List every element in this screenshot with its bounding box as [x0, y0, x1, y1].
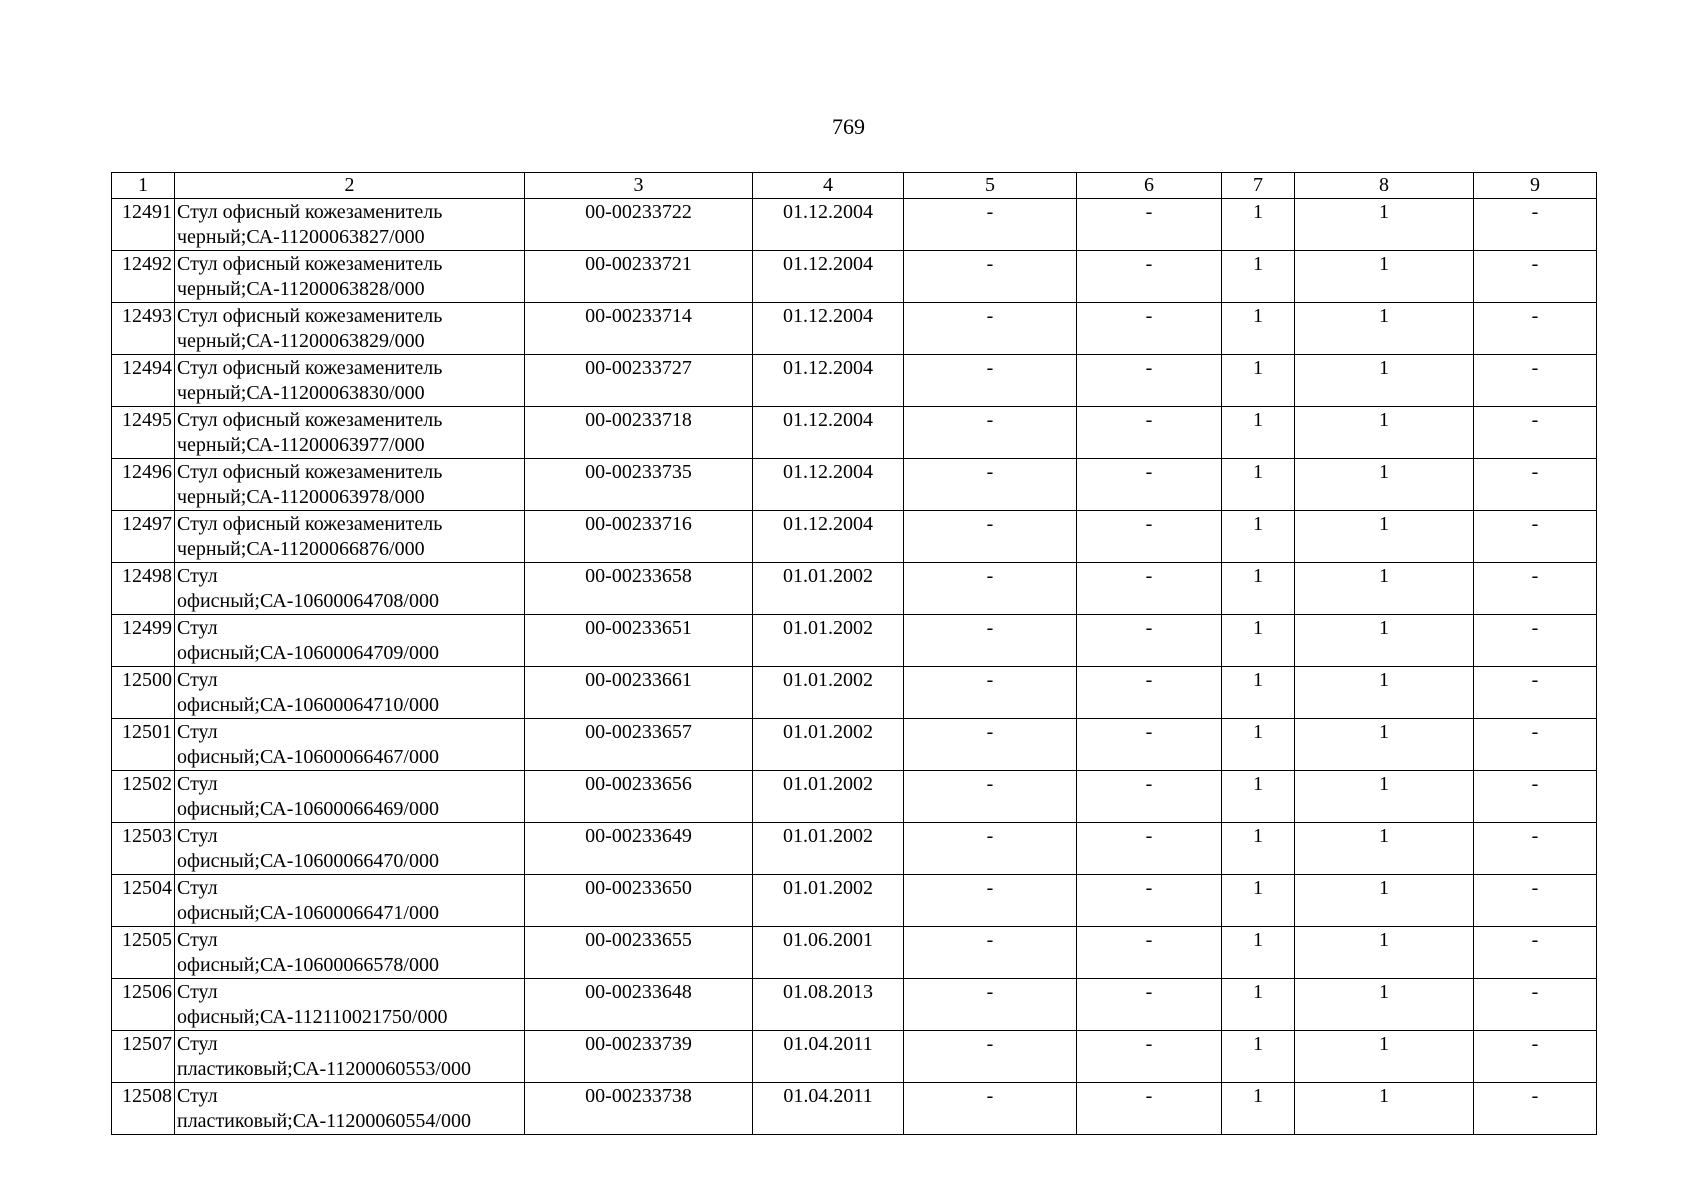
- cell-num: 12504: [112, 875, 175, 927]
- cell-5: -: [904, 251, 1077, 303]
- cell-7: 1: [1222, 563, 1295, 615]
- cell-date: 01.08.2013: [753, 979, 904, 1031]
- cell-9: -: [1474, 355, 1597, 407]
- cell-5: -: [904, 199, 1077, 251]
- cell-8: 1: [1295, 719, 1474, 771]
- cell-7: 1: [1222, 875, 1295, 927]
- cell-num: 12503: [112, 823, 175, 875]
- cell-inventory: 00-00233738: [525, 1083, 753, 1135]
- cell-date: 01.12.2004: [753, 459, 904, 511]
- cell-8: 1: [1295, 771, 1474, 823]
- cell-inventory: 00-00233648: [525, 979, 753, 1031]
- cell-9: -: [1474, 251, 1597, 303]
- header-cell-3: 3: [525, 173, 753, 199]
- cell-6: -: [1077, 927, 1222, 979]
- header-cell-7: 7: [1222, 173, 1295, 199]
- table-row: [112, 511, 1597, 563]
- cell-5: -: [904, 563, 1077, 615]
- cell-8: 1: [1295, 1083, 1474, 1135]
- cell-6: -: [1077, 667, 1222, 719]
- cell-num: 12498: [112, 563, 175, 615]
- cell-date: 01.01.2002: [753, 615, 904, 667]
- cell-num: 12493: [112, 303, 175, 355]
- table-row: [112, 667, 1597, 719]
- cell-9: -: [1474, 927, 1597, 979]
- cell-name: Стул офисный кожезаменитель черный;СА-11200063828/000: [175, 251, 525, 303]
- cell-name: Стул пластиковый;СА-11200060554/000: [175, 1083, 525, 1135]
- cell-6: -: [1077, 563, 1222, 615]
- cell-name: Стул офисный кожезаменитель черный;СА-11200063978/000: [175, 459, 525, 511]
- cell-date: 01.12.2004: [753, 303, 904, 355]
- cell-num: 12491: [112, 199, 175, 251]
- cell-7: 1: [1222, 251, 1295, 303]
- table-row: [112, 1031, 1597, 1083]
- cell-5: -: [904, 823, 1077, 875]
- cell-7: 1: [1222, 407, 1295, 459]
- cell-9: -: [1474, 719, 1597, 771]
- table-row: [112, 719, 1597, 771]
- cell-name: Стул офисный кожезаменитель черный;СА-11200063829/000: [175, 303, 525, 355]
- table-row: [112, 251, 1597, 303]
- table-row: [112, 199, 1597, 251]
- cell-5: -: [904, 1083, 1077, 1135]
- cell-num: 12497: [112, 511, 175, 563]
- cell-8: 1: [1295, 823, 1474, 875]
- cell-7: 1: [1222, 355, 1295, 407]
- cell-6: -: [1077, 1083, 1222, 1135]
- registry-table: [111, 172, 1597, 1135]
- cell-7: 1: [1222, 719, 1295, 771]
- table-header: [112, 173, 1597, 199]
- cell-7: 1: [1222, 511, 1295, 563]
- cell-9: -: [1474, 459, 1597, 511]
- table-row: [112, 355, 1597, 407]
- cell-num: 12501: [112, 719, 175, 771]
- header-cell-8: 8: [1295, 173, 1474, 199]
- cell-num: 12492: [112, 251, 175, 303]
- cell-8: 1: [1295, 511, 1474, 563]
- table-row: [112, 927, 1597, 979]
- cell-7: 1: [1222, 927, 1295, 979]
- cell-8: 1: [1295, 1031, 1474, 1083]
- cell-5: -: [904, 771, 1077, 823]
- cell-6: -: [1077, 1031, 1222, 1083]
- cell-8: 1: [1295, 563, 1474, 615]
- cell-date: 01.12.2004: [753, 407, 904, 459]
- header-row: [112, 173, 1597, 199]
- cell-date: 01.01.2002: [753, 823, 904, 875]
- cell-6: -: [1077, 719, 1222, 771]
- cell-8: 1: [1295, 667, 1474, 719]
- cell-inventory: 00-00233718: [525, 407, 753, 459]
- cell-name: Стул офисный кожезаменитель черный;СА-11200063827/000: [175, 199, 525, 251]
- cell-5: -: [904, 511, 1077, 563]
- cell-6: -: [1077, 251, 1222, 303]
- cell-date: 01.01.2002: [753, 667, 904, 719]
- cell-5: -: [904, 667, 1077, 719]
- table-row: [112, 823, 1597, 875]
- cell-6: -: [1077, 511, 1222, 563]
- cell-name: Стул офисный;СА-10600064709/000: [175, 615, 525, 667]
- cell-7: 1: [1222, 1031, 1295, 1083]
- cell-date: 01.01.2002: [753, 563, 904, 615]
- cell-name: Стул офисный;СА-10600064710/000: [175, 667, 525, 719]
- cell-name: Стул офисный;СА-10600066467/000: [175, 719, 525, 771]
- header-cell-2: 2: [175, 173, 525, 199]
- table-body: [112, 199, 1597, 1135]
- cell-5: -: [904, 355, 1077, 407]
- cell-8: 1: [1295, 303, 1474, 355]
- cell-num: 12507: [112, 1031, 175, 1083]
- cell-7: 1: [1222, 199, 1295, 251]
- cell-inventory: 00-00233716: [525, 511, 753, 563]
- cell-name: Стул офисный кожезаменитель черный;СА-11200063830/000: [175, 355, 525, 407]
- cell-6: -: [1077, 355, 1222, 407]
- cell-name: Стул офисный кожезаменитель черный;СА-11200063977/000: [175, 407, 525, 459]
- cell-9: -: [1474, 563, 1597, 615]
- cell-8: 1: [1295, 927, 1474, 979]
- cell-date: 01.12.2004: [753, 511, 904, 563]
- table-row: [112, 979, 1597, 1031]
- cell-5: -: [904, 719, 1077, 771]
- table-row: [112, 1083, 1597, 1135]
- cell-8: 1: [1295, 979, 1474, 1031]
- table-row: [112, 407, 1597, 459]
- cell-num: 12506: [112, 979, 175, 1031]
- cell-9: -: [1474, 667, 1597, 719]
- cell-date: 01.12.2004: [753, 199, 904, 251]
- cell-num: 12495: [112, 407, 175, 459]
- cell-9: -: [1474, 823, 1597, 875]
- cell-date: 01.01.2002: [753, 771, 904, 823]
- cell-6: -: [1077, 459, 1222, 511]
- header-cell-6: 6: [1077, 173, 1222, 199]
- cell-8: 1: [1295, 199, 1474, 251]
- cell-9: -: [1474, 407, 1597, 459]
- cell-7: 1: [1222, 667, 1295, 719]
- cell-inventory: 00-00233658: [525, 563, 753, 615]
- cell-5: -: [904, 875, 1077, 927]
- cell-inventory: 00-00233727: [525, 355, 753, 407]
- cell-8: 1: [1295, 615, 1474, 667]
- header-cell-1: 1: [112, 173, 175, 199]
- cell-name: Стул офисный;СА-10600064708/000: [175, 563, 525, 615]
- cell-6: -: [1077, 615, 1222, 667]
- cell-inventory: 00-00233656: [525, 771, 753, 823]
- cell-8: 1: [1295, 875, 1474, 927]
- cell-5: -: [904, 303, 1077, 355]
- table-row: [112, 459, 1597, 511]
- cell-inventory: 00-00233714: [525, 303, 753, 355]
- cell-num: 12499: [112, 615, 175, 667]
- page-number: 769: [832, 114, 865, 139]
- cell-date: 01.01.2002: [753, 719, 904, 771]
- cell-5: -: [904, 459, 1077, 511]
- table-row: [112, 303, 1597, 355]
- cell-date: 01.04.2011: [753, 1083, 904, 1135]
- cell-inventory: 00-00233651: [525, 615, 753, 667]
- cell-7: 1: [1222, 303, 1295, 355]
- cell-num: 12496: [112, 459, 175, 511]
- cell-6: -: [1077, 199, 1222, 251]
- cell-date: 01.04.2011: [753, 1031, 904, 1083]
- cell-5: -: [904, 407, 1077, 459]
- cell-8: 1: [1295, 355, 1474, 407]
- cell-date: 01.01.2002: [753, 875, 904, 927]
- cell-date: 01.12.2004: [753, 355, 904, 407]
- cell-8: 1: [1295, 407, 1474, 459]
- cell-inventory: 00-00233721: [525, 251, 753, 303]
- cell-9: -: [1474, 1031, 1597, 1083]
- cell-6: -: [1077, 407, 1222, 459]
- cell-name: Стул офисный;СА-10600066578/000: [175, 927, 525, 979]
- cell-7: 1: [1222, 459, 1295, 511]
- cell-name: Стул офисный;СА-10600066469/000: [175, 771, 525, 823]
- cell-date: 01.12.2004: [753, 251, 904, 303]
- cell-9: -: [1474, 615, 1597, 667]
- cell-inventory: 00-00233657: [525, 719, 753, 771]
- table-row: [112, 875, 1597, 927]
- table-row: [112, 615, 1597, 667]
- cell-9: -: [1474, 303, 1597, 355]
- cell-inventory: 00-00233735: [525, 459, 753, 511]
- cell-name: Стул офисный;СА-10600066470/000: [175, 823, 525, 875]
- cell-5: -: [904, 1031, 1077, 1083]
- cell-num: 12500: [112, 667, 175, 719]
- cell-7: 1: [1222, 1083, 1295, 1135]
- cell-9: -: [1474, 771, 1597, 823]
- cell-inventory: 00-00233655: [525, 927, 753, 979]
- cell-inventory: 00-00233661: [525, 667, 753, 719]
- header-cell-5: 5: [904, 173, 1077, 199]
- cell-inventory: 00-00233739: [525, 1031, 753, 1083]
- cell-6: -: [1077, 979, 1222, 1031]
- cell-7: 1: [1222, 979, 1295, 1031]
- cell-inventory: 00-00233722: [525, 199, 753, 251]
- cell-9: -: [1474, 199, 1597, 251]
- cell-9: -: [1474, 1083, 1597, 1135]
- cell-8: 1: [1295, 459, 1474, 511]
- cell-7: 1: [1222, 771, 1295, 823]
- cell-8: 1: [1295, 251, 1474, 303]
- cell-9: -: [1474, 875, 1597, 927]
- cell-6: -: [1077, 303, 1222, 355]
- cell-name: Стул офисный кожезаменитель черный;СА-11200066876/000: [175, 511, 525, 563]
- header-cell-4: 4: [753, 173, 904, 199]
- cell-6: -: [1077, 875, 1222, 927]
- cell-inventory: 00-00233649: [525, 823, 753, 875]
- cell-num: 12494: [112, 355, 175, 407]
- table-row: [112, 563, 1597, 615]
- cell-num: 12502: [112, 771, 175, 823]
- cell-name: Стул пластиковый;СА-11200060553/000: [175, 1031, 525, 1083]
- cell-5: -: [904, 615, 1077, 667]
- cell-num: 12505: [112, 927, 175, 979]
- cell-6: -: [1077, 771, 1222, 823]
- cell-7: 1: [1222, 823, 1295, 875]
- cell-6: -: [1077, 823, 1222, 875]
- cell-inventory: 00-00233650: [525, 875, 753, 927]
- cell-7: 1: [1222, 615, 1295, 667]
- header-cell-9: 9: [1474, 173, 1597, 199]
- table-row: [112, 771, 1597, 823]
- cell-date: 01.06.2001: [753, 927, 904, 979]
- cell-9: -: [1474, 511, 1597, 563]
- cell-name: Стул офисный;СА-112110021750/000: [175, 979, 525, 1031]
- cell-name: Стул офисный;СА-10600066471/000: [175, 875, 525, 927]
- cell-5: -: [904, 979, 1077, 1031]
- cell-9: -: [1474, 979, 1597, 1031]
- cell-5: -: [904, 927, 1077, 979]
- cell-num: 12508: [112, 1083, 175, 1135]
